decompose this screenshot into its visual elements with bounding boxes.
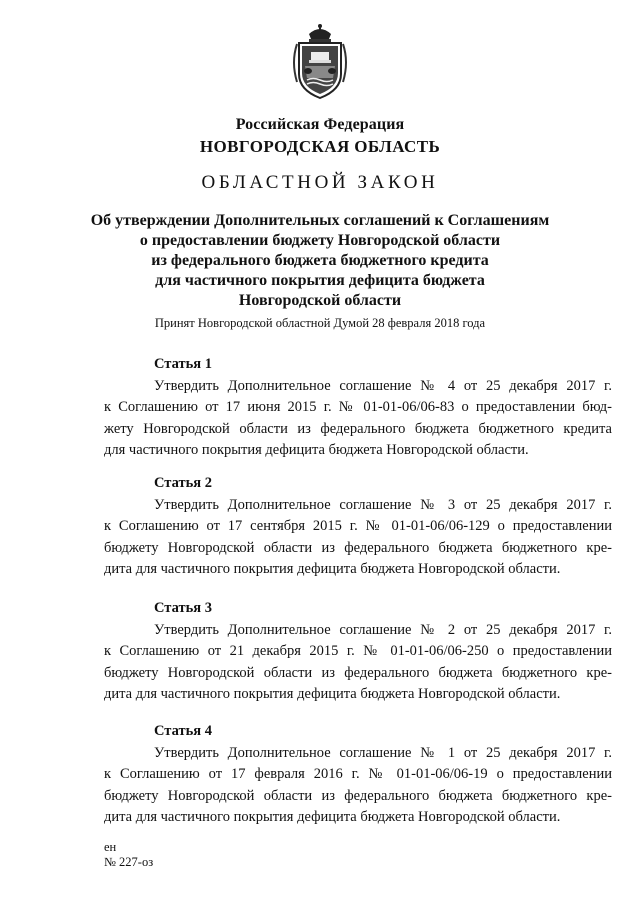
article-line: к Соглашению от 21 декабря 2015 г. № 01-01-06/06-250 о предоставлении bbox=[104, 643, 612, 660]
law-title-line: для частичного покрытия дефицита бюджета bbox=[155, 272, 485, 289]
article-3 bbox=[104, 599, 612, 705]
law-title bbox=[0, 211, 640, 311]
article-line: бюджету Новгородской области из федерального бюджета бюджетного кре- bbox=[104, 539, 612, 556]
article-1 bbox=[104, 355, 612, 461]
document-number: № 227-оз bbox=[104, 855, 154, 869]
article-line: дита для частичного покрытия дефицита бюджета Новгородской области. bbox=[104, 808, 561, 825]
article-line: бюджету Новгородской области из федерального бюджета бюджетного кре- bbox=[104, 787, 612, 804]
law-type: ОБЛАСТНОЙ ЗАКОН bbox=[201, 172, 439, 193]
document-footer bbox=[104, 840, 153, 870]
article-line: к Соглашению от 17 февраля 2016 г. № 01-01-06/06-19 о предоставлении bbox=[104, 766, 612, 783]
article-line: к Соглашению от 17 сентября 2015 г. № 01-01-06/06-129 о предоставлении bbox=[104, 518, 612, 535]
region-name: НОВГОРОДСКАЯ ОБЛАСТЬ bbox=[199, 137, 441, 156]
article-line: Утвердить Дополнительное соглашение № 1 от 25 декабря 2017 г. bbox=[154, 745, 612, 761]
law-title-line: Новгородской области bbox=[238, 292, 402, 309]
article-2 bbox=[104, 474, 612, 580]
article-line: к Соглашению от 17 июня 2015 г. № 01-01-06/06-83 о предоставлении бюд- bbox=[104, 399, 612, 416]
article-text bbox=[104, 376, 612, 461]
article-text bbox=[104, 495, 612, 580]
article-line: жету Новгородской области из федерального бюджета бюджетного кредита bbox=[104, 420, 612, 437]
article-heading: Статья 3 bbox=[154, 600, 212, 616]
article-heading: Статья 4 bbox=[154, 723, 212, 739]
adoption-note: Принят Новгородской областной Думой 28 февраля 2018 года bbox=[154, 316, 486, 330]
article-text bbox=[104, 743, 612, 828]
country-name: Российская Федерация bbox=[235, 116, 405, 133]
coat-of-arms-icon bbox=[287, 22, 353, 102]
law-title-line: Об утверждении Дополнительных соглашений к Соглашениям bbox=[90, 212, 550, 229]
article-line: дита для частичного покрытия дефицита бюджета Новгородской области. bbox=[104, 685, 561, 702]
article-line: Утвердить Дополнительное соглашение № 3 от 25 декабря 2017 г. bbox=[154, 497, 612, 513]
law-title-line: из федерального бюджета бюджетного кредита bbox=[151, 252, 489, 269]
article-text bbox=[104, 620, 612, 705]
article-line: Утвердить Дополнительное соглашение № 4 от 25 декабря 2017 г. bbox=[154, 378, 612, 394]
article-4 bbox=[104, 722, 612, 828]
article-heading: Статья 1 bbox=[154, 356, 212, 372]
law-title-line: о предоставлении бюджету Новгородской области bbox=[139, 232, 501, 249]
article-line: для частичного покрытия дефицита бюджета Новгородской области. bbox=[104, 441, 529, 458]
executor-initials: ен bbox=[104, 840, 117, 854]
article-line: бюджету Новгородской области из федерального бюджета бюджетного кре- bbox=[104, 664, 612, 681]
article-line: дита для частичного покрытия дефицита бюджета Новгородской области. bbox=[104, 560, 561, 577]
article-heading: Статья 2 bbox=[154, 475, 212, 491]
article-line: Утвердить Дополнительное соглашение № 2 от 25 декабря 2017 г. bbox=[154, 622, 612, 638]
